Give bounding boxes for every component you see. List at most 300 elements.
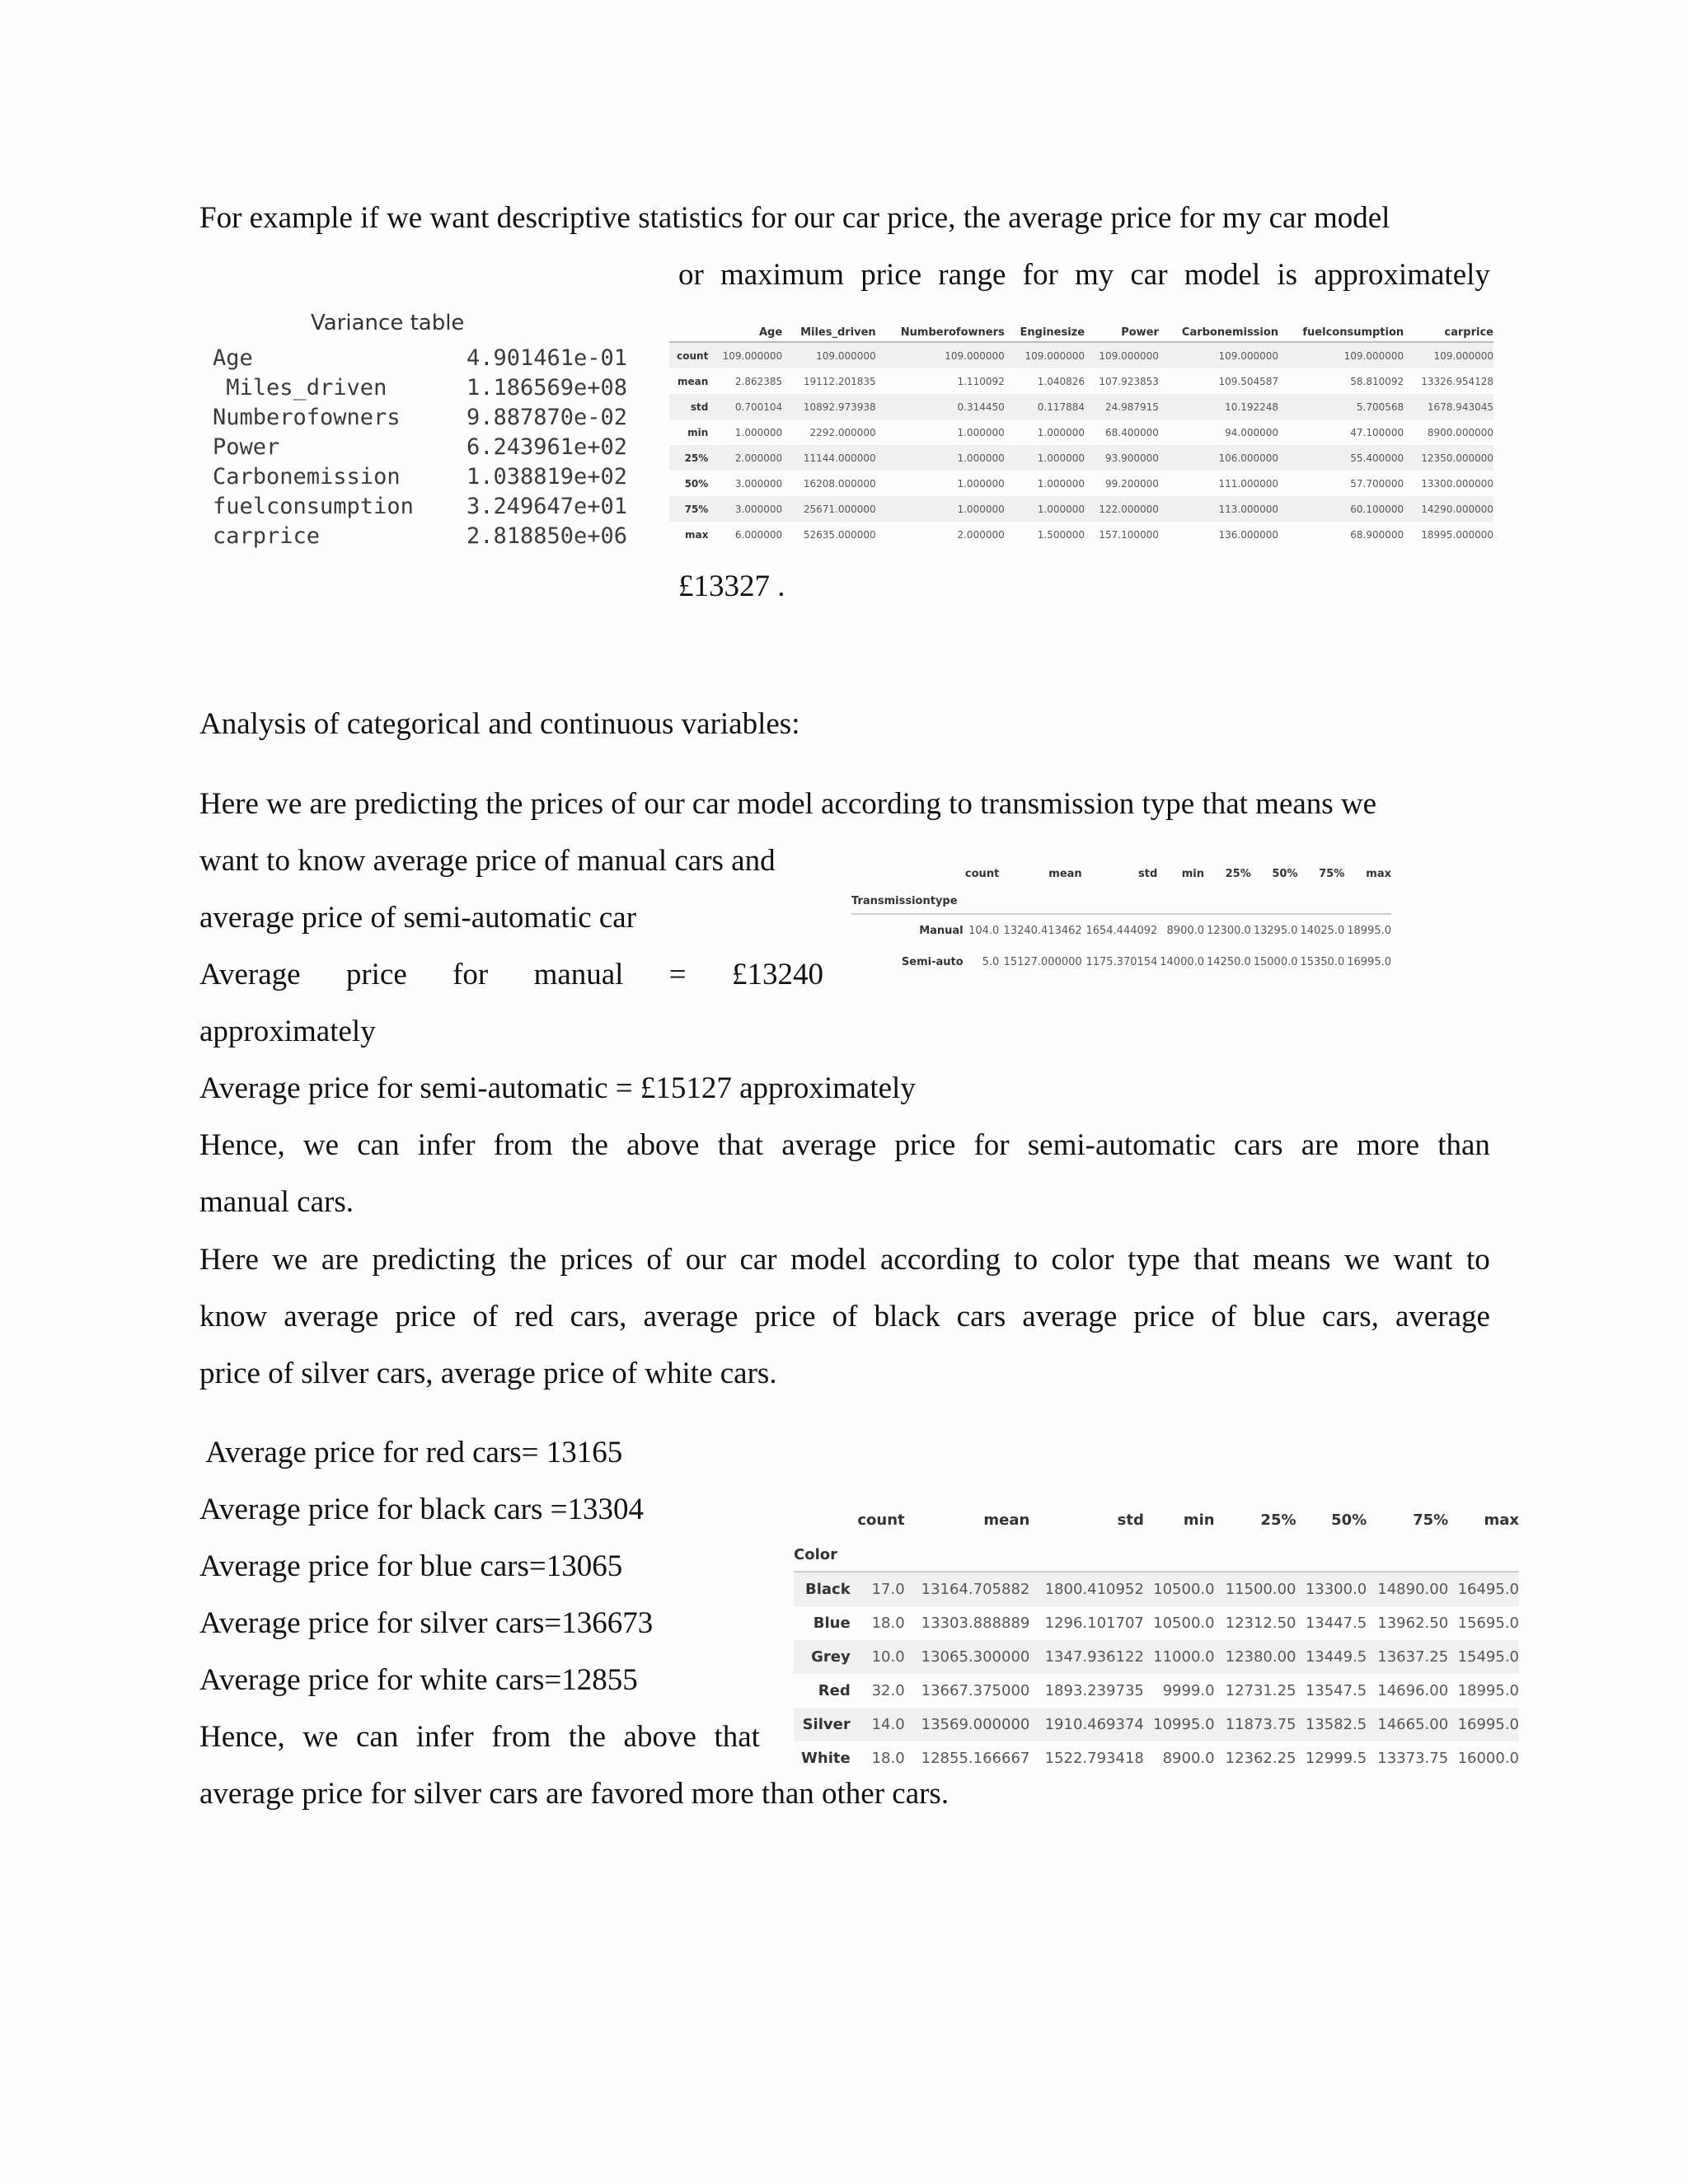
variance-row-name: carprice [213, 523, 321, 549]
paragraph2-line1: Here we are predicting the prices of our car model according to transmission type that means we [199, 787, 1377, 821]
table-cell: 13582.5 [1296, 1708, 1367, 1741]
word: red [514, 1300, 554, 1333]
word: model [1184, 258, 1261, 292]
paragraph1-line3: £13327 . [678, 569, 785, 603]
column-header: mean [983, 1511, 1030, 1529]
variance-table-title: Variance table [311, 311, 465, 335]
index-blank [1157, 888, 1204, 914]
word: or [678, 258, 704, 292]
table-cell: 1.000000 [1005, 445, 1085, 471]
table-cell: 109.000000 [1404, 342, 1493, 368]
variance-row-value: 2.818850e+06 [467, 523, 628, 549]
table-cell: 10892.973938 [782, 394, 876, 419]
paragraph3-line3: price of silver cars, average price of white cars. [199, 1357, 777, 1390]
table-cell: 13667.375000 [921, 1682, 1030, 1699]
table-cell: 15495.0 [1448, 1640, 1519, 1674]
column-header: count [964, 867, 1000, 880]
word: price [860, 258, 922, 292]
word: average [643, 1300, 738, 1333]
table-cell: 13240.413462 [1003, 924, 1082, 937]
index-blank [1298, 888, 1345, 914]
table-cell: 13164.705882 [905, 1572, 1030, 1606]
paragraph3-line2 [199, 1299, 1490, 1335]
column-header: max [1366, 867, 1391, 880]
table-cell: 109.000000 [708, 342, 782, 368]
table-row [794, 1708, 1519, 1741]
table-cell: 13447.5 [1305, 1615, 1367, 1632]
table-row [851, 946, 1391, 977]
table-row [851, 914, 1391, 946]
column-header: 75% [1319, 867, 1345, 880]
word: semi-automatic [1027, 1128, 1216, 1162]
table-cell: 13295.0 [1253, 924, 1298, 937]
table-cell: 16995.0 [1448, 1708, 1519, 1741]
table-cell: 104.0 [968, 924, 1000, 937]
column-header: Numberofowners [876, 323, 1005, 342]
word: are [1301, 1128, 1339, 1162]
column-header: 75% [1413, 1511, 1449, 1529]
table-cell: 60.100000 [1278, 496, 1404, 522]
table-cell: 16208.000000 [803, 477, 876, 490]
word: for [1022, 258, 1058, 292]
variance-row-value: 3.249647e+01 [467, 494, 628, 519]
table-cell: 1.000000 [1005, 496, 1085, 522]
table-cell: 1.500000 [1037, 528, 1085, 541]
word: average [284, 1300, 379, 1333]
word: to [1465, 1243, 1490, 1277]
table-cell: 106.000000 [1159, 445, 1278, 471]
word: of [646, 1243, 673, 1277]
index-blank [1204, 888, 1251, 914]
word: cars, [1322, 1300, 1379, 1333]
row-label: mean [678, 375, 709, 387]
index-blank [1029, 1538, 1144, 1572]
conclusion-line: average price for silver cars are favored more than other cars. [199, 1777, 950, 1811]
index-blank [1215, 1538, 1296, 1572]
table-row [794, 1741, 1519, 1775]
column-header: Enginesize [1005, 323, 1085, 342]
table-cell: 157.100000 [1099, 528, 1159, 541]
table-row [669, 419, 1493, 445]
table-cell: 12380.00 [1215, 1640, 1296, 1674]
table-cell: 1654.444092 [1085, 924, 1158, 937]
variance-row-name: Age [213, 345, 253, 371]
row-label: max [684, 528, 709, 541]
table-cell: 18.0 [871, 1750, 905, 1767]
row-label: Blue [813, 1615, 851, 1632]
table-cell: 6.000000 [734, 528, 783, 541]
word: Hence, [199, 1128, 285, 1162]
word: my [1074, 258, 1114, 292]
paragraph2-line3: average price of semi-automatic car [199, 901, 637, 935]
table-cell: 1.000000 [734, 426, 783, 438]
index-blank [851, 1538, 905, 1572]
index-blank [1367, 1538, 1448, 1572]
column-header: max [1484, 1511, 1519, 1529]
word: we [272, 1243, 308, 1277]
table-cell: 13300.0 [1296, 1572, 1367, 1606]
index-blank [1448, 1538, 1519, 1572]
describe-table [669, 323, 1493, 547]
table-cell: 109.000000 [782, 342, 876, 368]
word: black [874, 1300, 940, 1333]
word: price [894, 1128, 956, 1162]
word: than [1437, 1128, 1490, 1162]
red-price-line: Average price for red cars= 13165 [199, 1436, 623, 1469]
variance-row-value: 1.038819e+02 [467, 464, 628, 490]
word: are [321, 1243, 359, 1277]
table-cell: 12300.0 [1207, 924, 1251, 937]
table-cell: 16495.0 [1448, 1572, 1519, 1606]
index-blank [999, 888, 1081, 914]
word: of [1211, 1300, 1237, 1333]
word: manual [533, 958, 624, 991]
word: £13240 [731, 958, 823, 991]
word: from [491, 1720, 551, 1754]
row-label: Silver [794, 1708, 851, 1741]
table-cell: 25671.000000 [782, 496, 876, 522]
table-cell: 0.314450 [876, 394, 1005, 419]
header-blank [669, 323, 708, 342]
variance-row-name: fuelconsumption [213, 494, 414, 519]
table-row [669, 368, 1493, 394]
table-cell: 8900.000000 [1427, 426, 1493, 438]
table-cell: 1347.936122 [1029, 1640, 1144, 1674]
table-cell: 13962.50 [1377, 1615, 1449, 1632]
table-cell: 10995.0 [1144, 1708, 1215, 1741]
table-cell: 2.000000 [957, 528, 1005, 541]
table-cell: 14290.000000 [1404, 496, 1493, 522]
table-cell: 1.000000 [1037, 426, 1085, 438]
word: price [395, 1300, 457, 1333]
table-cell: 10500.0 [1144, 1572, 1215, 1606]
table-cell: 8900.0 [1162, 1750, 1215, 1767]
row-label: count [669, 342, 708, 368]
section-heading: Analysis of categorical and continuous variables: [199, 707, 800, 741]
table-cell: 13065.300000 [905, 1640, 1030, 1674]
paragraph2-line6: Average price for semi-automatic = £15127 approximately [199, 1071, 916, 1105]
table-cell: 1.040826 [1037, 375, 1085, 387]
table-cell: 10.0 [851, 1640, 905, 1674]
paragraph2-line4 [199, 957, 823, 993]
word: the [568, 1720, 606, 1754]
table-cell: 12362.25 [1225, 1750, 1296, 1767]
table-cell: 18995.0 [1347, 924, 1391, 937]
row-label: std [669, 394, 708, 419]
column-header: fuelconsumption [1278, 323, 1404, 342]
column-header: Age [708, 323, 782, 342]
index-name: Transmissiontype [851, 888, 964, 914]
table-cell: 14696.00 [1377, 1682, 1449, 1699]
word: can [356, 1720, 399, 1754]
column-header: min [1183, 1511, 1215, 1529]
word: we [302, 1128, 340, 1162]
word: price [754, 1300, 816, 1333]
row-label: 50% [684, 477, 709, 490]
table-row [669, 496, 1493, 522]
table-cell: 1.110092 [957, 375, 1005, 387]
table-cell: 109.504587 [1218, 375, 1279, 387]
table-cell: 24.987915 [1085, 394, 1159, 419]
table-cell: 12350.000000 [1404, 445, 1493, 471]
color-table [794, 1502, 1519, 1775]
index-blank [964, 888, 1000, 914]
table-cell: 12312.50 [1225, 1615, 1296, 1632]
table-cell: 14.0 [851, 1708, 905, 1741]
column-header: carprice [1404, 323, 1493, 342]
black-price-line: Average price for black cars =13304 [199, 1493, 644, 1526]
paragraph1-line1: For example if we want descriptive statistics for our car price, the average price for my car model [199, 201, 1390, 235]
word: that [1193, 1243, 1240, 1277]
table-cell: 1175.370154 [1085, 955, 1158, 968]
word: predicting [372, 1243, 496, 1277]
row-label: Semi-auto [901, 955, 964, 968]
table-cell: 109.000000 [1005, 342, 1085, 368]
word: Here [199, 1243, 259, 1277]
table-cell: 1522.793418 [1044, 1750, 1144, 1767]
word: maximum [720, 258, 845, 292]
paragraph2-line5: approximately [199, 1015, 376, 1048]
table-cell: 113.000000 [1159, 496, 1278, 522]
table-cell: 18995.0 [1457, 1682, 1519, 1699]
table-cell: 47.100000 [1350, 426, 1404, 438]
table-cell: 55.400000 [1278, 445, 1404, 471]
table-cell: 122.000000 [1085, 496, 1159, 522]
table-cell: 93.900000 [1085, 445, 1159, 471]
word: approximately [1314, 258, 1490, 292]
word: according [879, 1243, 1001, 1277]
table-row [794, 1674, 1519, 1708]
row-label: Red [818, 1682, 851, 1699]
column-header: Power [1085, 323, 1159, 342]
column-header: std [1138, 867, 1158, 880]
word: prices [560, 1243, 633, 1277]
word: we [1344, 1243, 1381, 1277]
row-label: Manual [919, 924, 964, 937]
word: we [302, 1720, 339, 1754]
paragraph2-line2: want to know average price of manual cars and [199, 844, 776, 878]
table-cell: 11500.00 [1215, 1572, 1296, 1606]
table-cell: 11000.0 [1144, 1640, 1215, 1674]
table-cell: 13373.75 [1377, 1750, 1449, 1767]
hence-line [199, 1719, 760, 1755]
table-cell: 1678.943045 [1404, 394, 1493, 419]
table-row [669, 522, 1493, 547]
header-blank [794, 1502, 851, 1538]
variance-row-value: 1.186569e+08 [467, 375, 628, 401]
word: blue [1253, 1300, 1306, 1333]
word: can [357, 1128, 400, 1162]
column-header: min [1181, 867, 1205, 880]
word: car [739, 1243, 777, 1277]
word: average [781, 1128, 877, 1162]
index-blank [1344, 888, 1391, 914]
table-cell: 10.192248 [1159, 394, 1278, 419]
table-cell: 15127.000000 [1003, 955, 1082, 968]
table-cell: 14000.0 [1160, 955, 1205, 968]
word: cars [1234, 1128, 1283, 1162]
column-header: 50% [1272, 867, 1298, 880]
table-cell: 0.117884 [1005, 394, 1085, 419]
word: that [717, 1128, 764, 1162]
paragraph2-line7 [199, 1127, 1490, 1164]
table-cell: 13326.954128 [1421, 375, 1493, 387]
table-cell: 15000.0 [1253, 955, 1298, 968]
variance-row-value: 6.243961e+02 [467, 434, 628, 460]
table-cell: 1296.101707 [1044, 1615, 1144, 1632]
row-label: 25% [669, 445, 708, 471]
word: above [623, 1720, 696, 1754]
paragraph1-line2 [678, 257, 1490, 293]
word: infer [417, 1128, 476, 1162]
word: above [626, 1128, 700, 1162]
table-cell: 1.000000 [957, 477, 1005, 490]
table-cell: 94.000000 [1225, 426, 1279, 438]
table-cell: 13547.5 [1305, 1682, 1367, 1699]
word: know [199, 1300, 268, 1333]
table-cell: 2.000000 [708, 445, 782, 471]
table-cell: 1.000000 [1037, 477, 1085, 490]
table-cell: 52635.000000 [803, 528, 876, 541]
row-label: 75% [669, 496, 708, 522]
table-cell: 17.0 [851, 1572, 905, 1606]
index-blank [1144, 1538, 1215, 1572]
table-cell: 8900.0 [1166, 924, 1205, 937]
word: for [452, 958, 489, 991]
table-cell: 0.700104 [708, 394, 782, 419]
table-cell: 1.000000 [957, 426, 1005, 438]
column-header: mean [1048, 867, 1082, 880]
white-price-line: Average price for white cars=12855 [199, 1663, 638, 1697]
word: color [1051, 1243, 1114, 1277]
word: from [493, 1128, 553, 1162]
table-cell: 14890.00 [1367, 1572, 1448, 1606]
table-cell: 1893.239735 [1044, 1682, 1144, 1699]
table-cell: 68.900000 [1350, 528, 1404, 541]
table-cell: 136.000000 [1218, 528, 1279, 541]
table-cell: 12999.5 [1305, 1750, 1367, 1767]
table-row [794, 1606, 1519, 1640]
table-cell: 14025.0 [1300, 924, 1345, 937]
table-cell: 11144.000000 [782, 445, 876, 471]
word: the [570, 1128, 608, 1162]
column-header: 50% [1331, 1511, 1367, 1529]
variance-row-name: Carbonemission [213, 464, 401, 490]
index-blank [1296, 1538, 1367, 1572]
paragraph2-line8: manual cars. [199, 1185, 354, 1219]
variance-row-name: Power [213, 434, 280, 460]
word: car [1130, 258, 1168, 292]
table-cell: 13449.5 [1296, 1640, 1367, 1674]
word: average [1022, 1300, 1118, 1333]
table-cell: 1800.410952 [1029, 1572, 1144, 1606]
word: infer [415, 1720, 474, 1754]
table-cell: 15695.0 [1457, 1615, 1519, 1632]
table-row [794, 1640, 1519, 1674]
table-cell: 10500.0 [1153, 1615, 1215, 1632]
table-cell: 15350.0 [1300, 955, 1345, 968]
table-cell: 5.0 [982, 955, 1000, 968]
word: average [1395, 1300, 1490, 1333]
word: to [1014, 1243, 1039, 1277]
transmission-table [851, 859, 1391, 977]
word: means [1253, 1243, 1331, 1277]
table-cell: 1.000000 [876, 496, 1005, 522]
word: that [714, 1720, 760, 1754]
table-cell: 9999.0 [1162, 1682, 1215, 1699]
variance-row-value: 4.901461e-01 [467, 345, 628, 371]
table-cell: 18.0 [871, 1615, 905, 1632]
column-header: 25% [1260, 1511, 1296, 1529]
table-cell: 109.000000 [1278, 342, 1404, 368]
row-label: Black [794, 1572, 851, 1606]
word: range [938, 258, 1006, 292]
table-row [794, 1572, 1519, 1606]
blue-price-line: Average price for blue cars=13065 [199, 1549, 623, 1583]
table-cell: 13303.888889 [921, 1615, 1030, 1632]
table-cell: 16995.0 [1347, 955, 1391, 968]
column-header: count [857, 1511, 905, 1529]
index-blank [905, 1538, 1030, 1572]
table-cell: 2.862385 [734, 375, 783, 387]
index-blank [1082, 888, 1158, 914]
table-cell: 13569.000000 [905, 1708, 1030, 1741]
column-header: Carbonemission [1159, 323, 1278, 342]
silver-price-line: Average price for silver cars=136673 [199, 1606, 654, 1640]
table-row [669, 445, 1493, 471]
table-cell: 109.000000 [1085, 342, 1159, 368]
table-cell: 3.000000 [708, 496, 782, 522]
row-label: min [687, 426, 709, 438]
table-cell: 99.200000 [1105, 477, 1159, 490]
word: = [668, 958, 687, 991]
word: more [1357, 1128, 1420, 1162]
table-cell: 5.700568 [1278, 394, 1404, 419]
table-row [669, 394, 1493, 419]
table-cell: 1910.469374 [1029, 1708, 1144, 1741]
word: is [1277, 258, 1298, 292]
table-cell: 2292.000000 [809, 426, 876, 438]
table-cell: 1.000000 [876, 445, 1005, 471]
table-cell: 13300.000000 [1421, 477, 1493, 490]
word: cars, [570, 1300, 627, 1333]
word: model [790, 1243, 867, 1277]
word: price [345, 958, 407, 991]
word: type [1127, 1243, 1180, 1277]
table-cell: 13637.25 [1367, 1640, 1448, 1674]
word: want [1393, 1243, 1453, 1277]
paragraph3-line1 [199, 1242, 1490, 1278]
word: Average [199, 958, 301, 991]
table-cell: 32.0 [871, 1682, 905, 1699]
table-cell: 68.400000 [1105, 426, 1159, 438]
column-header: std [1117, 1511, 1144, 1529]
column-header: 25% [1225, 867, 1251, 880]
word: price [1133, 1300, 1195, 1333]
table-row [669, 342, 1493, 368]
word: cars [956, 1300, 1006, 1333]
word: the [509, 1243, 547, 1277]
variance-row-name: Miles_driven [213, 375, 387, 401]
word: of [832, 1300, 858, 1333]
table-cell: 109.000000 [1159, 342, 1278, 368]
word: Hence, [199, 1720, 285, 1754]
variance-row-name: Numberofowners [213, 405, 401, 430]
table-cell: 18995.000000 [1421, 528, 1493, 541]
table-row [669, 471, 1493, 496]
variance-row-value: 9.887870e-02 [467, 405, 628, 430]
table-cell: 3.000000 [734, 477, 783, 490]
